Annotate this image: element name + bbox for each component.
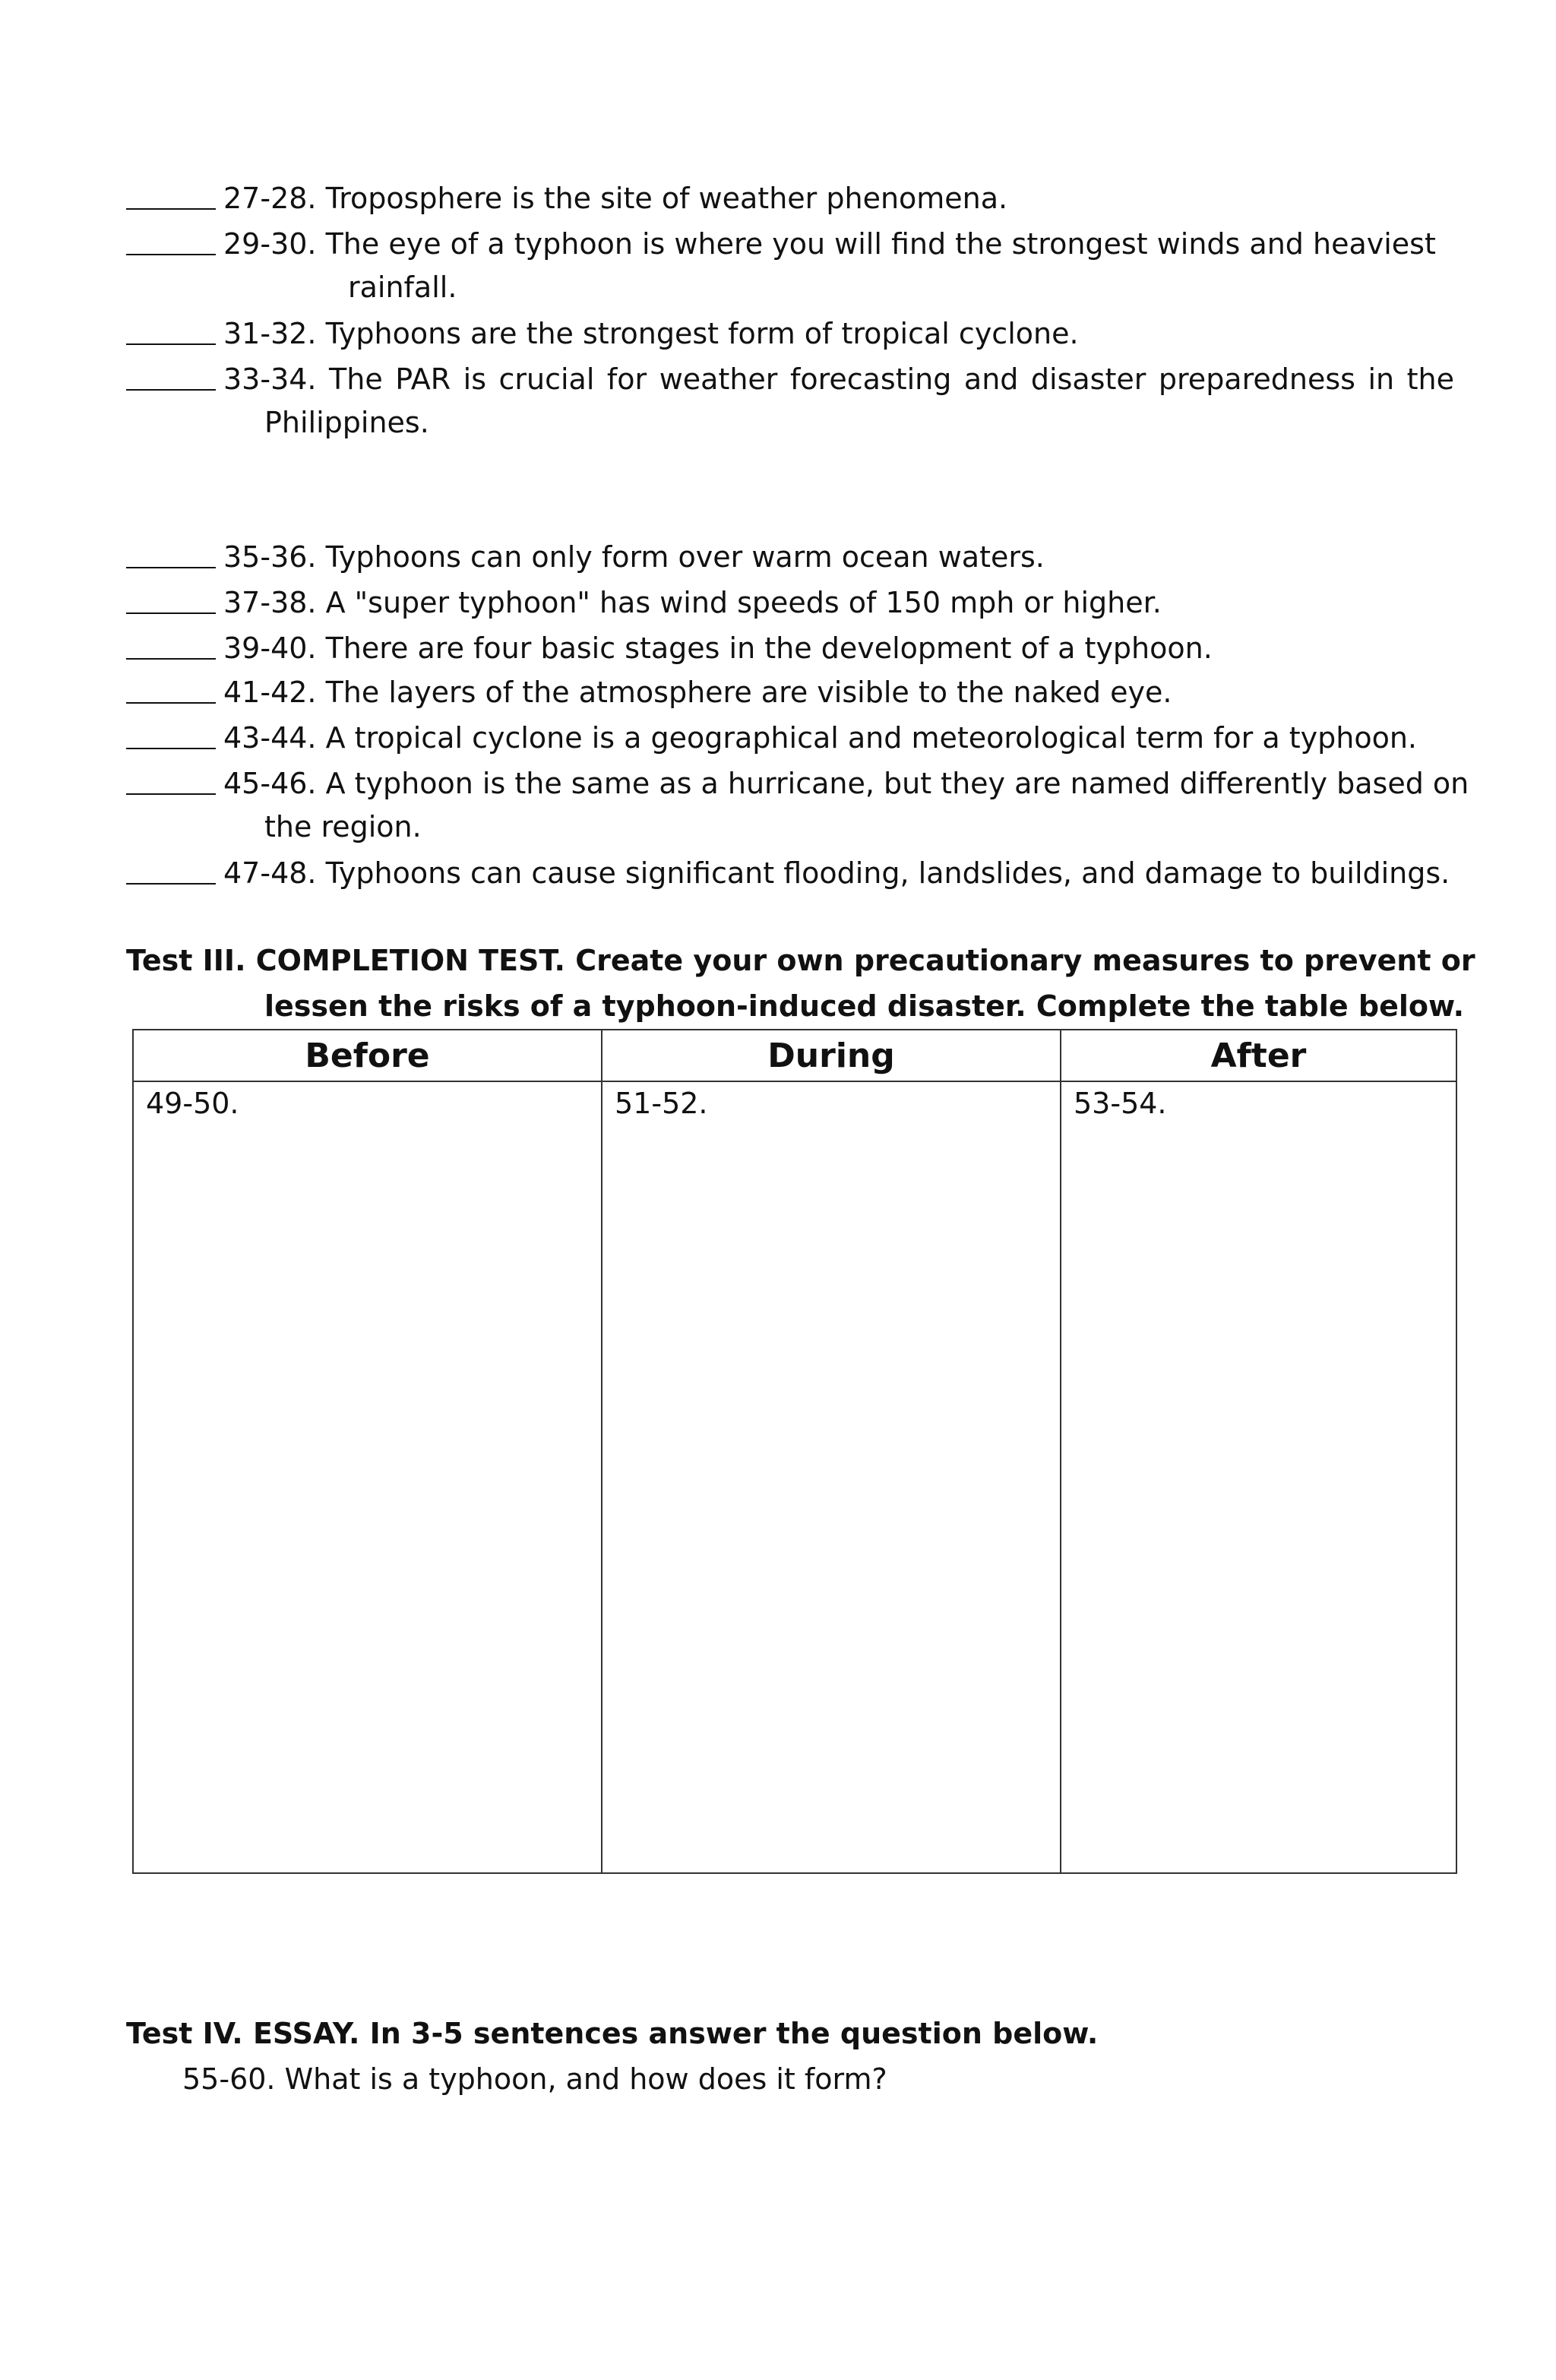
answer-blank[interactable]	[126, 175, 216, 210]
test-3-instructions: Test III. COMPLETION TEST. Create your own precautionary measures to prevent or	[126, 944, 1475, 977]
column-before: Before	[133, 1030, 602, 1081]
item-27-28	[126, 173, 1007, 221]
item-31-32	[126, 309, 1079, 356]
cell-during[interactable]: 51-52.	[602, 1081, 1061, 1873]
answer-blank[interactable]	[126, 625, 216, 660]
item-47-48	[126, 848, 1450, 896]
test-4-heading: Test IV. ESSAY. In 3-5 sentences answer the question below.	[126, 2017, 1099, 2050]
column-during: During	[602, 1030, 1061, 1081]
table-row	[133, 1081, 1456, 1873]
precaution-table	[132, 1029, 1457, 1874]
item-number: 29-30.	[223, 227, 317, 261]
item-text: There are four basic stages in the development of a typhoon.	[325, 631, 1213, 665]
item-number: 41-42.	[223, 676, 317, 709]
item-number: 37-38.	[223, 586, 317, 619]
item-text: Typhoons are the strongest form of tropical cyclone.	[325, 317, 1079, 350]
item-29-30	[126, 219, 1436, 267]
item-33-34	[126, 354, 1454, 402]
column-after: After	[1061, 1030, 1456, 1081]
item-45-46-continuation: the region.	[264, 810, 422, 843]
answer-blank[interactable]	[126, 533, 216, 568]
answer-blank[interactable]	[126, 714, 216, 749]
item-37-38	[126, 578, 1162, 625]
item-35-36	[126, 532, 1045, 580]
item-33-34-continuation: Philippines.	[264, 406, 429, 439]
answer-blank[interactable]	[126, 760, 216, 795]
answer-blank[interactable]	[126, 669, 216, 704]
answer-blank[interactable]	[126, 220, 216, 255]
answer-blank[interactable]	[126, 850, 216, 885]
item-45-46	[126, 758, 1469, 806]
table-header-row	[133, 1030, 1456, 1081]
item-39-40	[126, 623, 1213, 671]
item-text: Troposphere is the site of weather phenomena.	[325, 182, 1008, 215]
item-text: A "super typhoon" has wind speeds of 150 mph or higher.	[325, 586, 1162, 619]
item-number: 35-36.	[223, 540, 317, 574]
item-text: A typhoon is the same as a hurricane, but they are named differently based on	[325, 767, 1469, 800]
item-number: 33-34.	[223, 362, 317, 396]
cell-before[interactable]: 49-50.	[133, 1081, 602, 1873]
item-number: 43-44.	[223, 721, 317, 755]
cell-after[interactable]: 53-54.	[1061, 1081, 1456, 1873]
test-3-instructions-continuation: lessen the risks of a typhoon-induced disaster. Complete the table below.	[264, 989, 1465, 1023]
item-number: 45-46.	[223, 767, 317, 800]
item-text: The PAR is crucial for weather forecasting and disaster preparedness in the	[329, 362, 1454, 396]
item-number: 39-40.	[223, 631, 317, 665]
item-text: Typhoons can cause significant flooding, landslides, and damage to buildings.	[325, 856, 1450, 890]
answer-blank[interactable]	[126, 356, 216, 391]
item-29-30-continuation: rainfall.	[348, 271, 457, 304]
item-text: The layers of the atmosphere are visible to the naked eye.	[325, 676, 1172, 709]
item-number: 27-28.	[223, 182, 317, 215]
essay-question: 55-60. What is a typhoon, and how does it form?	[182, 2062, 887, 2096]
item-number: 47-48.	[223, 856, 317, 890]
answer-blank[interactable]	[126, 579, 216, 614]
item-text: The eye of a typhoon is where you will find the strongest winds and heaviest	[325, 227, 1436, 261]
item-41-42	[126, 667, 1172, 715]
item-text: A tropical cyclone is a geographical and meteorological term for a typhoon.	[325, 721, 1417, 755]
answer-blank[interactable]	[126, 310, 216, 345]
item-text: Typhoons can only form over warm ocean waters.	[325, 540, 1045, 574]
item-43-44	[126, 713, 1417, 761]
item-number: 31-32.	[223, 317, 317, 350]
